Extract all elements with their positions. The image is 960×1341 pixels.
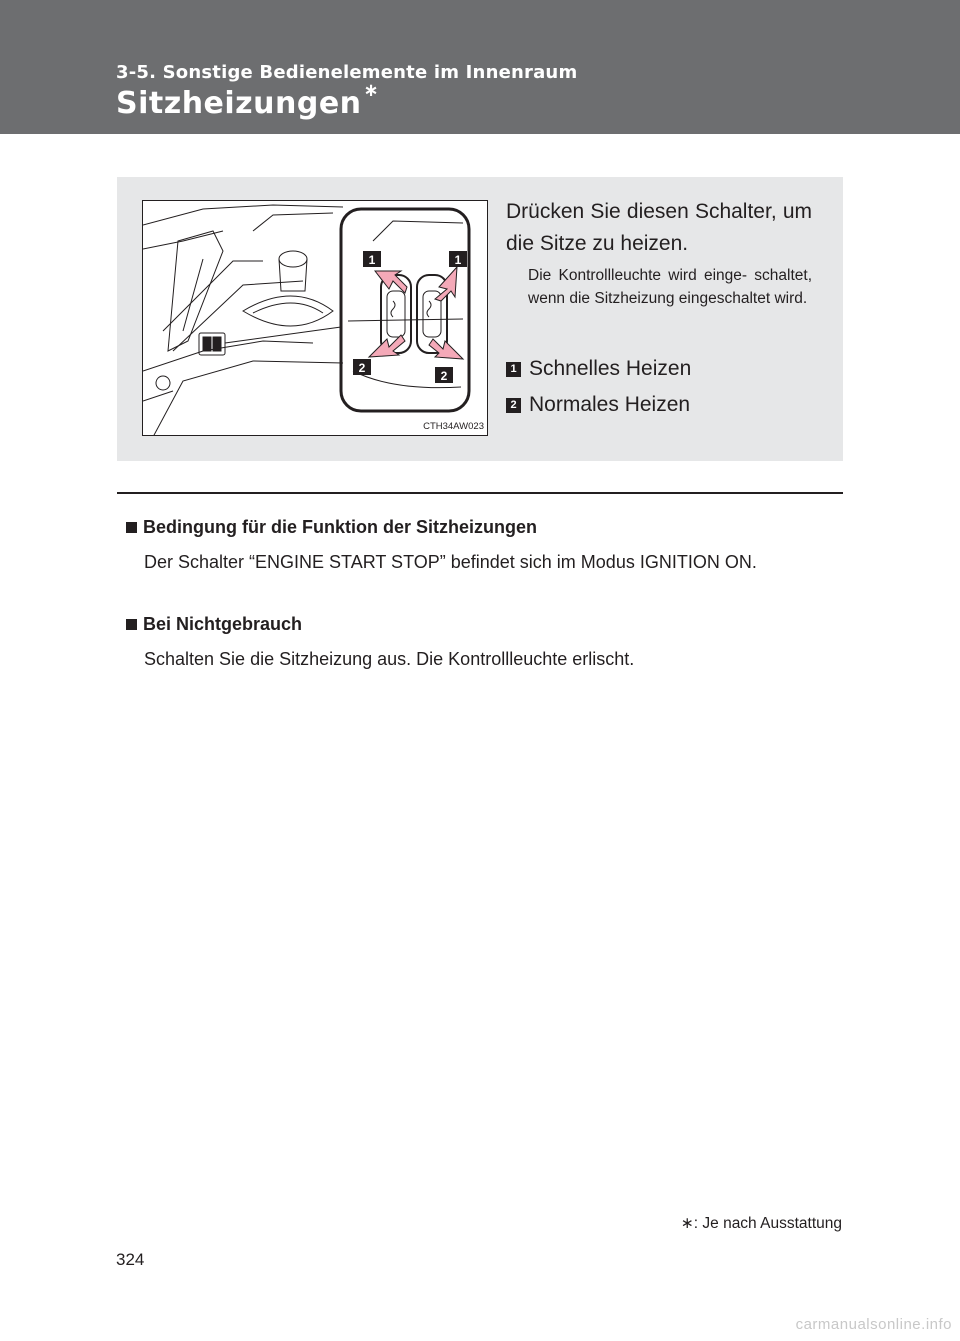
page-title-text: Sitzheizungen bbox=[116, 86, 362, 121]
footnote-text: : Je nach Ausstattung bbox=[693, 1215, 842, 1232]
asterisk-icon: ∗ bbox=[363, 80, 380, 101]
square-bullet-icon bbox=[126, 522, 137, 533]
console-drawing bbox=[143, 201, 488, 436]
page-number: 324 bbox=[116, 1250, 145, 1269]
square-bullet-icon bbox=[126, 619, 137, 630]
instruction-note: Die Kontrollleuchte wird einge- schaltet, wenn die Sitzheizung eingeschaltet wird. bbox=[528, 267, 812, 307]
section-label: 3-5. Sonstige Bedienelemente im Innenraum bbox=[116, 62, 578, 83]
callout-label-1a: 1 bbox=[368, 253, 376, 267]
page-title bbox=[116, 80, 380, 121]
legend-label: Normales Heizen bbox=[529, 393, 691, 416]
legend-badge: 2 bbox=[506, 398, 521, 413]
asterisk-icon: ∗ bbox=[680, 1215, 694, 1232]
watermark: carmanualsonline.info bbox=[795, 1316, 952, 1333]
legend-item bbox=[506, 357, 691, 381]
legend-item bbox=[506, 393, 690, 417]
section-body: Schalten Sie die Sitzheizung aus. Die Kontrollleuchte erlischt. bbox=[144, 649, 635, 669]
section-heading-text: Bei Nichtgebrauch bbox=[143, 614, 303, 634]
section-heading bbox=[126, 517, 537, 538]
legend-label: Schnelles Heizen bbox=[529, 357, 692, 380]
callout-label-2a: 2 bbox=[358, 361, 366, 375]
divider bbox=[117, 492, 843, 494]
instruction-main: Drücken Sie diesen Schalter, um die Sitze zu heizen. bbox=[506, 200, 812, 255]
seat-heater-illustration bbox=[142, 200, 488, 436]
callout-label-1b: 1 bbox=[454, 253, 462, 267]
figure-code: CTH34AW023 bbox=[423, 421, 484, 432]
section-heading bbox=[126, 614, 302, 635]
section-heading-text: Bedingung für die Funktion der Sitzheizungen bbox=[143, 517, 537, 537]
callout-label-2b: 2 bbox=[440, 369, 448, 383]
section-body: Der Schalter “ENGINE START STOP” befindet sich im Modus IGNITION ON. bbox=[144, 552, 757, 572]
footnote bbox=[681, 1214, 842, 1233]
header-band bbox=[0, 0, 960, 134]
legend-badge: 1 bbox=[506, 362, 521, 377]
